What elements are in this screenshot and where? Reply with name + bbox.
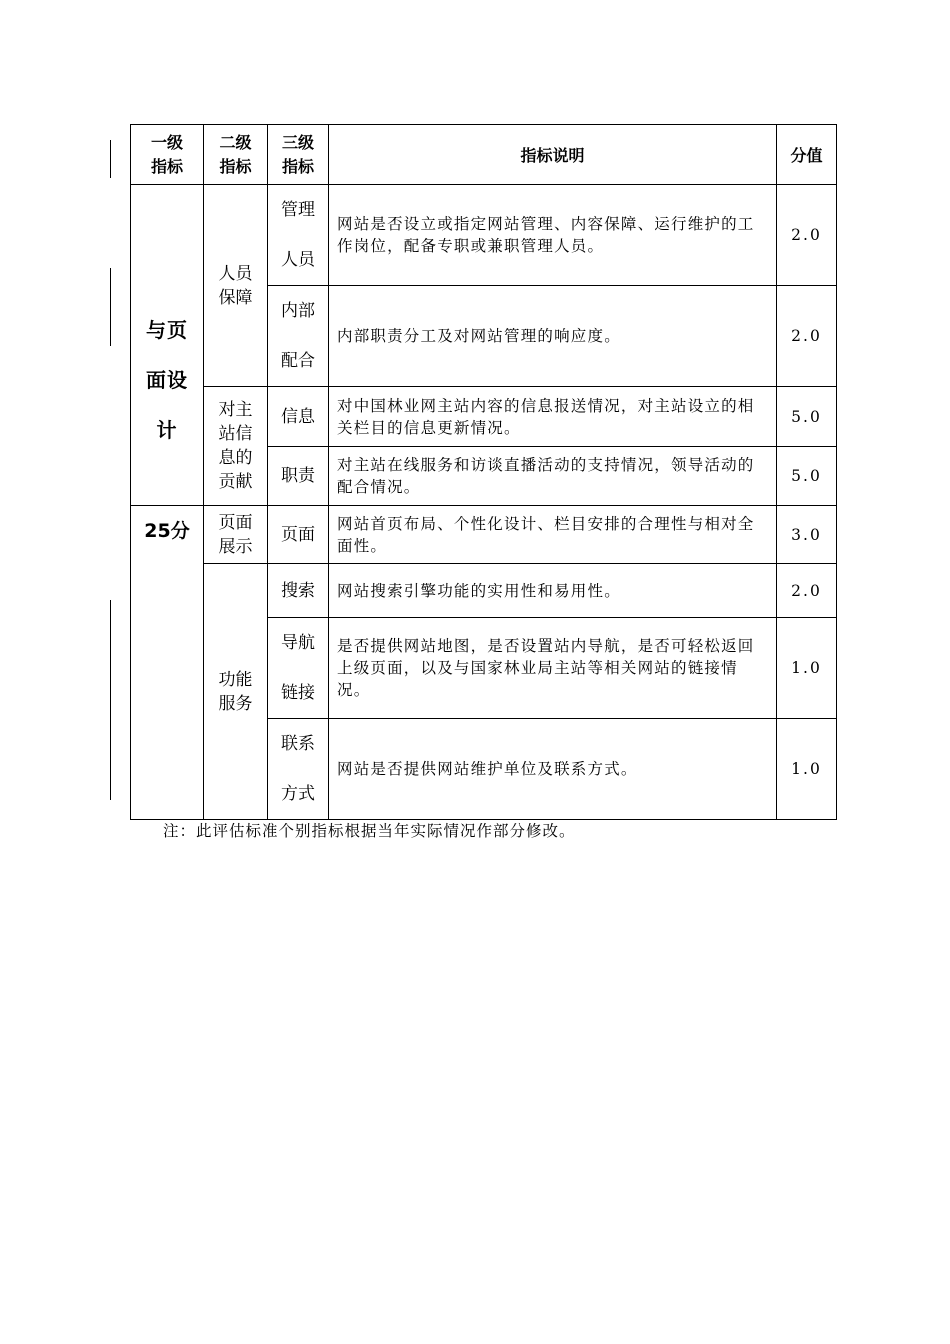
group-contribution: 对主站信息的贡献 — [218, 400, 253, 492]
description-cell: 网站首页布局、个性化设计、栏目安排的合理性与相对全面性。 — [329, 506, 777, 564]
group-function-cell — [204, 564, 268, 820]
score-cell: 5.0 — [777, 447, 837, 506]
score-cell: 1.0 — [777, 719, 837, 820]
description-cell: 网站搜索引擎功能的实用性和易用性。 — [329, 564, 777, 618]
indicator-label: 导航链接 — [281, 633, 315, 703]
group-function: 功能服务 — [218, 669, 253, 714]
group-display-cell — [204, 506, 268, 564]
table-row — [131, 564, 837, 618]
evaluation-table — [130, 124, 837, 820]
level1-name: 与页面设计 — [146, 318, 188, 442]
indicator-cell: 搜索 — [268, 564, 329, 618]
indicator-cell: 信息 — [268, 387, 329, 447]
description-cell: 网站是否提供网站维护单位及联系方式。 — [329, 719, 777, 820]
header-level2: 二级指标 — [204, 125, 268, 185]
header-level1: 一级指标 — [131, 125, 204, 185]
score-cell: 5.0 — [777, 387, 837, 447]
score-cell: 1.0 — [777, 618, 837, 719]
description-cell: 对主站在线服务和访谈直播活动的支持情况，领导活动的配合情况。 — [329, 447, 777, 506]
table-row — [131, 185, 837, 286]
score-cell: 3.0 — [777, 506, 837, 564]
indicator-cell — [268, 185, 329, 286]
header-level3: 三级指标 — [268, 125, 329, 185]
score-cell: 2.0 — [777, 286, 837, 387]
header-description: 指标说明 — [329, 125, 777, 185]
footnote: 注：此评估标准个别指标根据当年实际情况作部分修改。 — [163, 822, 576, 840]
indicator-cell: 职责 — [268, 447, 329, 506]
score-cell: 2.0 — [777, 185, 837, 286]
table-row — [131, 387, 837, 447]
group-personnel-cell — [204, 185, 268, 387]
group-display: 页面展示 — [218, 512, 253, 557]
table-header-row — [131, 125, 837, 185]
description-cell: 是否提供网站地图，是否设置站内导航，是否可轻松返回上级页面，以及与国家林业局主站等相关网站的链接情况。 — [329, 618, 777, 719]
description-cell: 对中国林业网主站内容的信息报送情况，对主站设立的相关栏目的信息更新情况。 — [329, 387, 777, 447]
indicator-cell: 页面 — [268, 506, 329, 564]
group-personnel: 人员保障 — [218, 263, 253, 308]
indicator-cell — [268, 286, 329, 387]
level1-name-cell — [131, 185, 204, 506]
description-cell: 网站是否设立或指定网站管理、内容保障、运行维护的工作岗位，配备专职或兼职管理人员。 — [329, 185, 777, 286]
score-cell: 2.0 — [777, 564, 837, 618]
margin-line — [110, 140, 111, 178]
indicator-label: 联系方式 — [281, 734, 315, 804]
indicator-cell — [268, 719, 329, 820]
indicator-cell — [268, 618, 329, 719]
indicator-label: 内部配合 — [281, 301, 315, 371]
level1-score: 25分 — [131, 506, 204, 820]
margin-line — [110, 600, 111, 800]
group-contribution-cell — [204, 387, 268, 506]
table-row — [131, 506, 837, 564]
margin-line — [110, 268, 111, 346]
description-cell: 内部职责分工及对网站管理的响应度。 — [329, 286, 777, 387]
indicator-label: 管理人员 — [281, 200, 315, 270]
header-score: 分值 — [777, 125, 837, 185]
